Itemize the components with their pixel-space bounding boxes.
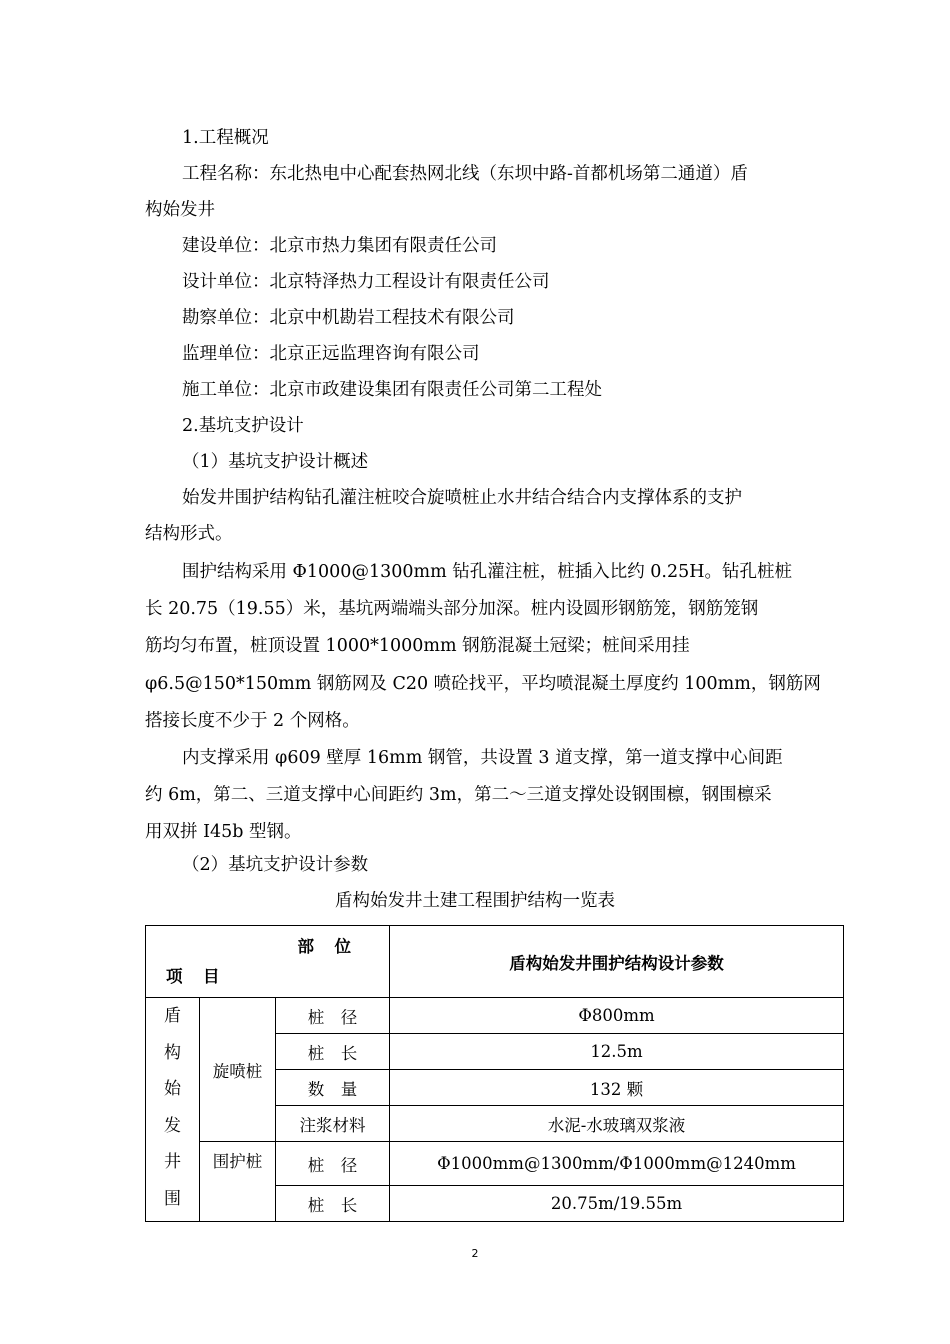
row-label: 桩 径 bbox=[276, 998, 390, 1034]
subsection-heading-params: （2）基坑支护设计参数 bbox=[182, 855, 369, 875]
group-char: 井 bbox=[164, 1152, 181, 1172]
survey-unit: 勘察单位：北京中机勘岩工程技术有限公司 bbox=[182, 308, 515, 328]
para-bracing-line3: 用双拼 I45b 型钢。 bbox=[145, 822, 302, 842]
row-label: 桩 长 bbox=[276, 1186, 390, 1222]
para-retaining-line2: 长 20.75（19.55）米，基坑两端端头部分加深。桩内设圆形钢筋笼，钢筋笼钢 bbox=[145, 599, 759, 619]
project-name-line1: 工程名称：东北热电中心配套热网北线（东坝中路-首都机场第二通道）盾 bbox=[182, 164, 748, 184]
para-bracing-line1: 内支撑采用 φ609 壁厚 16mm 钢管，共设置 3 道支撑，第一道支撑中心间距 bbox=[182, 748, 783, 768]
para-bracing-line2: 约 6m，第二、三道支撑中心间距约 3m，第二～三道支撑处设钢围檩，钢围檩采 bbox=[145, 785, 772, 805]
para-support-form-line1: 始发井围护结构钻孔灌注桩咬合旋喷桩止水井结合结合内支撑体系的支护 bbox=[182, 488, 742, 508]
table-caption: 盾构始发井土建工程围护结构一览表 bbox=[335, 891, 615, 911]
section-heading-overview: 1.工程概况 bbox=[182, 128, 269, 148]
subsection-heading-overview: （1）基坑支护设计概述 bbox=[182, 452, 369, 472]
group-char: 发 bbox=[164, 1115, 181, 1136]
row-value: Φ800mm bbox=[390, 998, 844, 1034]
para-support-form-line2: 结构形式。 bbox=[145, 524, 233, 544]
row-value: 20.75m/19.55m bbox=[390, 1186, 844, 1222]
supervision-unit: 监理单位：北京正远监理咨询有限公司 bbox=[182, 344, 480, 364]
subgroup-jet-grout-pile: 旋喷桩 bbox=[200, 998, 276, 1142]
page-number: 2 bbox=[471, 1247, 479, 1260]
row-value: 12.5m bbox=[390, 1034, 844, 1070]
para-retaining-line3: 筋均匀布置，桩顶设置 1000*1000mm 钢筋混凝土冠梁；桩间采用挂 bbox=[145, 636, 690, 656]
row-label: 桩 径 bbox=[276, 1142, 390, 1186]
row-label: 注浆材料 bbox=[276, 1106, 390, 1142]
para-retaining-line5: 搭接长度不少于 2 个网格。 bbox=[145, 711, 360, 731]
group-char: 始 bbox=[164, 1079, 181, 1099]
contractor-unit: 施工单位：北京市政建设集团有限责任公司第二工程处 bbox=[182, 380, 602, 400]
design-unit: 设计单位：北京特泽热力工程设计有限责任公司 bbox=[182, 272, 550, 292]
row-value: 水泥-水玻璃双浆液 bbox=[390, 1106, 844, 1142]
retaining-structure-table bbox=[145, 925, 844, 1222]
section-heading-support: 2.基坑支护设计 bbox=[182, 416, 304, 436]
table-header-title: 盾构始发井围护结构设计参数 bbox=[390, 926, 844, 998]
row-label: 数 量 bbox=[276, 1070, 390, 1106]
group-char: 盾 bbox=[164, 1006, 181, 1026]
construction-unit: 建设单位：北京市热力集团有限责任公司 bbox=[182, 236, 497, 256]
header-item-label: 项 目 bbox=[166, 966, 222, 986]
group-char: 围 bbox=[164, 1188, 181, 1209]
para-retaining-line1: 围护结构采用 Φ1000@1300mm 钻孔灌注桩，桩插入比约 0.25H。钻孔桩桩 bbox=[182, 562, 793, 582]
para-retaining-line4: φ6.5@150*150mm 钢筋网及 C20 喷砼找平，平均喷混凝土厚度约 100mm，钢筋网 bbox=[145, 674, 821, 694]
row-value: Φ1000mm@1300mm/Φ1000mm@1240mm bbox=[390, 1142, 844, 1186]
project-name-line2: 构始发井 bbox=[145, 200, 215, 220]
subgroup-retaining-pile: 围护桩 bbox=[200, 1142, 276, 1222]
group-cell bbox=[146, 998, 200, 1222]
group-char: 构 bbox=[164, 1042, 181, 1063]
header-position-label: 部 位 bbox=[297, 936, 354, 956]
row-value: 132 颗 bbox=[390, 1070, 844, 1106]
table-diagonal-header bbox=[146, 926, 390, 998]
row-label: 桩 长 bbox=[276, 1034, 390, 1070]
